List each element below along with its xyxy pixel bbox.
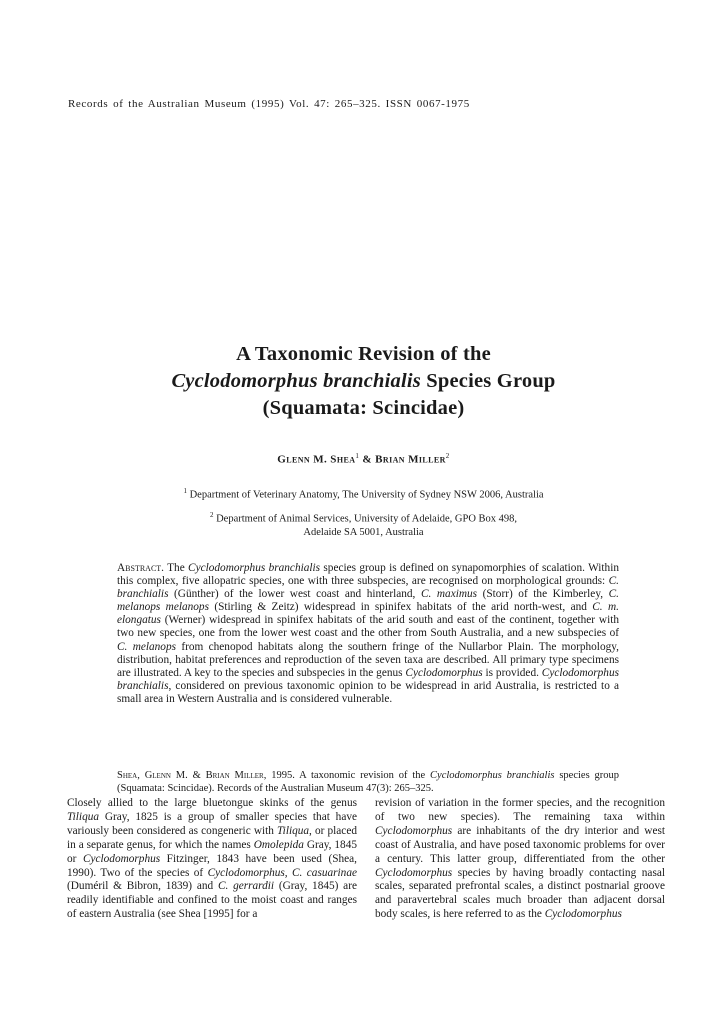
affiliation-1-mark: 1 <box>183 487 187 495</box>
abstract-text: (Günther) of the lower west coast and hinterland, <box>168 588 421 601</box>
citation-authors: Shea, Glenn M. & Brian Miller <box>117 770 264 781</box>
affiliation-1 <box>0 485 727 502</box>
body-text: Fitzinger, 1843 have been used (Shea, 1990). Two of the species of <box>67 852 357 879</box>
title-line-2 <box>0 368 727 395</box>
taxon-name: Tiliqua <box>277 824 310 837</box>
author-1-affil-mark: 1 <box>355 452 360 460</box>
taxon-name: Cyclodomorphus <box>375 866 453 879</box>
taxon-name: C. branchialis <box>117 575 619 601</box>
taxon-name: Cyclodomorphus branchialis <box>117 666 619 692</box>
abstract-text: species group is defined on synapomorphies of scalation. Within this complex, five allopatric species, one with three subspecies, are recognised on morphological grounds: <box>117 562 619 588</box>
abstract <box>117 562 619 706</box>
body-column-left <box>67 797 357 922</box>
affiliation-2 <box>0 509 727 539</box>
title-genus-species: Cyclodomorphus branchialis <box>171 370 421 392</box>
abstract-text: (Stirling & Zeitz) widespread in spinifex habitats of the arid north-west, and <box>208 601 593 614</box>
affiliation-2-line-2: Adelaide SA 5001, Australia <box>303 526 424 538</box>
body-text: revision of variation in the former species, and the recognition of two new species). The remaining taxa within <box>375 797 665 823</box>
affiliation-1-text: Department of Veterinary Anatomy, The University of Sydney NSW 2006, Australia <box>186 489 544 501</box>
author-1: Glenn M. Shea <box>277 453 356 466</box>
author-2-affil-mark: 2 <box>445 452 450 460</box>
article-title <box>0 341 727 422</box>
body-column-right <box>375 797 665 922</box>
body-text: , or placed in a separate genus, for which the names <box>67 824 357 851</box>
abstract-text: (Storr) of the Kimberley, <box>477 588 609 601</box>
title-line-2-rest: Species Group <box>420 370 556 392</box>
body-text: (Duméril & Bibron, 1839) and <box>67 880 218 893</box>
running-head: Records of the Australian Museum (1995) Vol. 47: 265–325. ISSN 0067-1975 <box>68 98 470 110</box>
taxon-name: C. m. elongatus <box>117 601 619 627</box>
abstract-text: is provided. <box>482 666 542 679</box>
taxon-name: Omolepida <box>253 838 304 851</box>
taxon-name: C. maximus <box>420 588 478 601</box>
body-text: are inhabitants of the dry interior and west coast of Australia, and have posed taxonomic problems for over a century. This latter group, differentiated from the other <box>375 824 665 865</box>
affiliation-2-mark: 2 <box>209 511 214 519</box>
taxon-name: Cyclodomorphus branchialis <box>188 562 321 574</box>
citation <box>117 770 619 796</box>
authors <box>0 452 727 466</box>
taxon-name: Cyclodomorphus <box>82 852 161 865</box>
taxon-name: C. gerrardii <box>217 880 275 893</box>
author-joiner: & <box>359 453 376 466</box>
title-line-3: (Squamata: Scincidae) <box>262 397 465 419</box>
taxon-name: C. melanops melanops <box>117 588 619 614</box>
affiliation-2-text: Department of Animal Services, University of Adelaide, GPO Box 498, <box>213 513 518 525</box>
taxon-name: C. melanops <box>117 640 176 653</box>
body-text: Closely allied to the large bluetongue skinks of the genus <box>67 797 357 809</box>
body-text: Gray, 1825 is a group of smaller species that have variously been considered as congeneric with <box>67 810 357 837</box>
taxon-name: Cyclodomorphus, C. casuarinae <box>207 866 357 879</box>
body-text: (Gray, 1845) are readily identifiable and confined to the moist coast and ranges of eastern Australia (see Shea [1995] for a <box>67 880 357 921</box>
abstract-label: Abstract. <box>117 562 164 574</box>
author-2: Brian Miller <box>375 453 446 466</box>
abstract-text: from chenopod habitats along the southern fringe of the Nullarbor Plain. The morphology, distribution, habitat preferences and reproduction of the seven taxa are described. All primary type specimens are illustrated. A key to the species and subspecies in the genus <box>117 640 619 679</box>
taxon-name: Tiliqua <box>67 810 100 823</box>
abstract-text: , considered on previous taxonomic opinion to be widespread in arid Australia, is restricted to a small area in Western Australia and is considered vulnerable. <box>117 679 619 705</box>
affiliation-2-line-1 <box>0 509 727 526</box>
title-line-1: A Taxonomic Revision of the <box>236 343 491 365</box>
body-text: Gray, 1845 or <box>67 838 357 865</box>
taxon-name: Cyclodomorphus <box>405 666 483 679</box>
body-text: species by having broadly contacting nasal scales, separated prefrontal scales, a distinct postnarial groove and paravertebral scales much broader than adjacent dorsal body scales, is here referred to as the <box>375 866 665 921</box>
taxon-name: Cyclodomorphus <box>375 824 453 837</box>
taxon-name: Cyclodomorphus <box>544 908 622 921</box>
citation-text: species group (Squamata: Scincidae). Records of the Australian Museum 47(3): 265–325. <box>117 770 619 794</box>
citation-text: , 1995. A taxonomic revision of the <box>263 770 431 781</box>
taxon-name: Cyclodomorphus branchialis <box>430 770 555 781</box>
abstract-text: The <box>164 562 189 574</box>
abstract-text: (Werner) widespread in spinifex habitats of the arid south and east of the continent, together with two new species, one from the lower west coast and the other from South Australia, and a new subspecies of <box>117 614 619 640</box>
